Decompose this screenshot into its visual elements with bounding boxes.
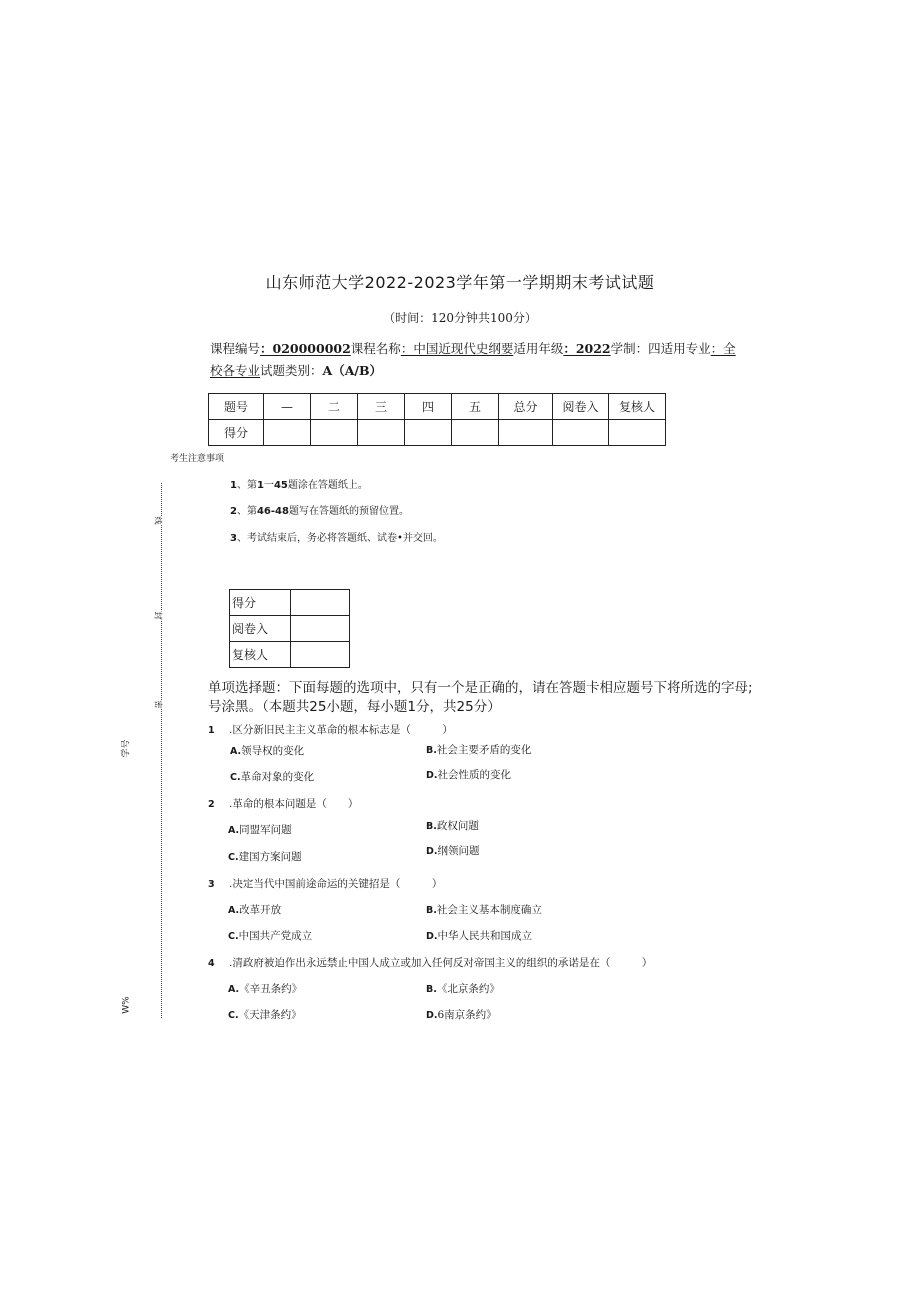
score-table-header: 阅卷入 — [553, 394, 609, 420]
score-cell[interactable] — [499, 420, 553, 446]
option-3c[interactable]: C.中国共产党成立 — [228, 930, 313, 942]
binding-mark: 线 — [153, 516, 163, 525]
score-table-header: 题号 — [209, 394, 264, 420]
score-table-header: — — [264, 394, 311, 420]
score-row-label: 得分 — [209, 420, 264, 446]
major-label: 适用专业 — [660, 341, 711, 356]
score-table-header: 二 — [311, 394, 358, 420]
score-table — [208, 393, 666, 446]
option-1b[interactable]: B.社会主要矛盾的变化 — [426, 744, 532, 756]
option-3b[interactable]: B.社会主义基本制度确立 — [426, 904, 542, 916]
major-value-2: 校各专业 — [210, 363, 261, 378]
grader-row — [230, 616, 350, 642]
option-2b[interactable]: B.政权问题 — [426, 820, 479, 832]
option-3a[interactable]: A.改革开放 — [228, 904, 282, 916]
option-4d[interactable]: D.6南京条约》 — [426, 1009, 497, 1021]
code-label: 课程编号 — [210, 341, 261, 356]
grade-label: 适用年级 — [513, 341, 564, 356]
score-cell[interactable] — [553, 420, 609, 446]
score-cell[interactable] — [311, 420, 358, 446]
section-heading-line-2: 号涂黑。（本题共25小题，每小题1分，共25分） — [208, 699, 501, 715]
score-cell[interactable] — [358, 420, 405, 446]
question-4: 4 .清政府被迫作出永远禁止中国人成立或加入任何反对帝国主义的组织的承诺是在（ ） — [208, 957, 653, 969]
note-item: 2、第46-48题写在答题纸的预留位置。 — [230, 506, 409, 517]
option-1d[interactable]: D.社会性质的变化 — [426, 769, 511, 781]
name-label: 课程名称 — [350, 341, 401, 356]
score-table-header: 三 — [358, 394, 405, 420]
grader-row — [230, 590, 350, 616]
question-2: 2 .革命的根本问题是（ ） — [208, 798, 359, 810]
grader-row — [230, 642, 350, 668]
option-2c[interactable]: C.建国方案问题 — [228, 851, 302, 863]
note-item: 3、考试结束后，务必将答题纸、试卷•并交回。 — [230, 533, 443, 544]
option-4b[interactable]: B.《北京条约》 — [426, 983, 500, 995]
grader-cell[interactable] — [291, 616, 350, 642]
option-4a[interactable]: A.《辛丑条约》 — [228, 983, 303, 995]
score-table-score-row — [209, 420, 666, 446]
note-item: 1、第1一45题涂在答题纸上。 — [230, 480, 368, 491]
grader-cell[interactable] — [291, 642, 350, 668]
question-1: 1 .区分新旧民主主义革命的根本标志是（ ） — [208, 724, 453, 736]
grade-value: ：2022 — [563, 341, 611, 356]
score-table-header: 五 — [452, 394, 499, 420]
course-info-line-1 — [210, 339, 736, 357]
option-4c[interactable]: C.《天津条约》 — [228, 1009, 302, 1021]
course-info-line-2 — [210, 361, 382, 379]
section-heading-line-1: 单项选择题：下面每题的选项中，只有一个是正确的，请在答题卡相应题号下将所选的字母; — [208, 680, 753, 696]
margin-student-id-label: 学号 — [121, 739, 132, 758]
binding-mark: 密 — [153, 700, 163, 709]
exam-subtitle: （时间：120分钟共100分） — [383, 311, 537, 325]
grader-label: 得分 — [230, 590, 291, 616]
binding-dotted-line — [161, 483, 162, 1018]
option-2d[interactable]: D.纲领问题 — [426, 845, 480, 857]
score-table-header: 四 — [405, 394, 452, 420]
option-1c[interactable]: C.革命对象的变化 — [230, 771, 315, 783]
name-value: ：中国近现代史纲要 — [400, 341, 514, 356]
grader-cell[interactable] — [291, 590, 350, 616]
option-1a[interactable]: A.领导权的变化 — [230, 745, 305, 757]
score-table-header: 总分 — [499, 394, 553, 420]
question-3: 3 .决定当代中国前途命运的关键招是（ ） — [208, 878, 443, 890]
exam-title: 山东师范大学2022-2023学年第一学期期末考试试题 — [265, 273, 655, 292]
code-value: ：020000002 — [260, 341, 351, 356]
option-2a[interactable]: A.同盟军问题 — [228, 824, 292, 836]
score-table-header-row — [209, 394, 666, 420]
system-label: 学制：四 — [610, 341, 661, 356]
grader-table — [229, 589, 350, 668]
score-table-header: 复核人 — [609, 394, 666, 420]
option-3d[interactable]: D.中华人民共和国成立 — [426, 930, 532, 942]
notes-title: 考生注意事项 — [170, 454, 225, 464]
score-cell[interactable] — [405, 420, 452, 446]
type-value: A（A/B） — [322, 363, 383, 378]
score-cell[interactable] — [452, 420, 499, 446]
major-value-1: ：全 — [710, 341, 736, 356]
grader-label: 阅卷入 — [230, 616, 291, 642]
score-cell[interactable] — [264, 420, 311, 446]
score-cell[interactable] — [609, 420, 666, 446]
margin-label: W% — [121, 996, 132, 1014]
binding-mark: 封 — [153, 611, 163, 620]
type-label: 试题类别： — [260, 363, 323, 378]
grader-label: 复核人 — [230, 642, 291, 668]
